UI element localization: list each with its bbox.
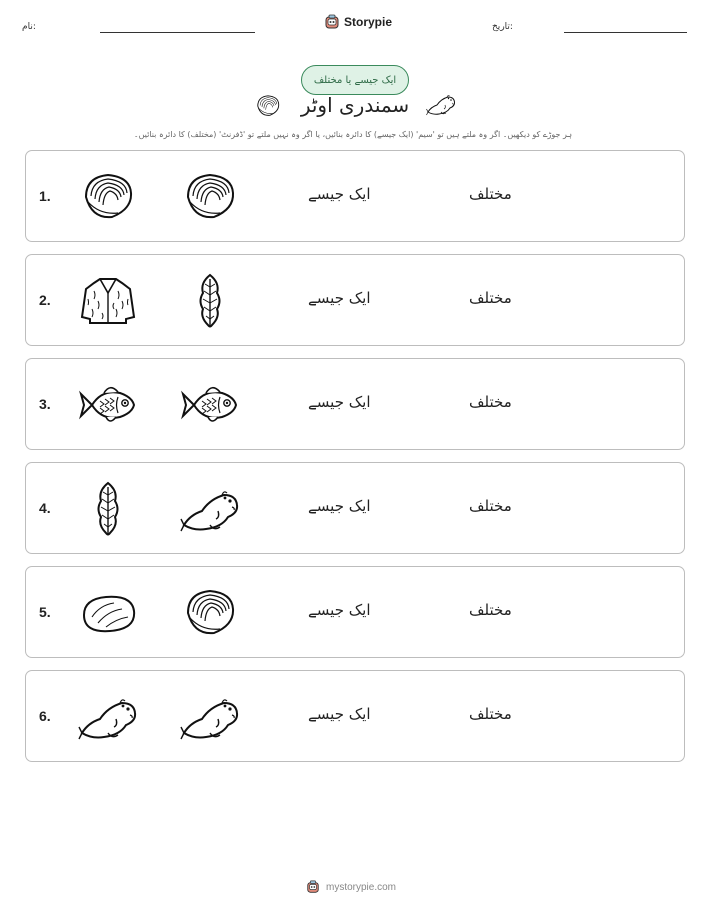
- storypie-mascot-icon: [324, 14, 340, 30]
- kelp-leaf-icon: [180, 273, 240, 329]
- question-row-6: [25, 670, 685, 762]
- question-number: 5.: [39, 604, 51, 620]
- instructions: ہر جوڑے کو دیکھیں۔ اگر وہ ملتے ہیں تو 'سیم' (ایک جیسے) کا دائرہ بنائیں، یا اگر وہ نہیں ملتے تو 'ڈفرنٹ' (مختلف) کا دائرہ بنائیں۔: [133, 130, 573, 139]
- question-number: 1.: [39, 188, 51, 204]
- worksheet-type-badge: ایک جیسے یا مختلف: [301, 65, 409, 95]
- option-different[interactable]: مختلف: [469, 289, 512, 307]
- option-different[interactable]: مختلف: [469, 601, 512, 619]
- clam-icon: [180, 585, 240, 641]
- brand-name: Storypie: [344, 15, 393, 29]
- option-same[interactable]: ایک جیسے: [308, 497, 371, 515]
- option-same[interactable]: ایک جیسے: [308, 289, 371, 307]
- sea-otter-icon: [424, 90, 458, 118]
- clam-icon: [180, 169, 240, 225]
- page-title: سمندری اوٹر: [300, 93, 410, 117]
- option-different[interactable]: مختلف: [469, 705, 512, 723]
- sea-otter-icon: [180, 481, 240, 537]
- option-same[interactable]: ایک جیسے: [308, 393, 371, 411]
- fur-coat-icon: [78, 273, 138, 329]
- question-row-5: [25, 566, 685, 658]
- fish-icon: [78, 377, 138, 433]
- footer-site-link[interactable]: mystorypie.com: [326, 881, 397, 893]
- question-row-2: [25, 254, 685, 346]
- date-line[interactable]: [564, 32, 687, 33]
- option-different[interactable]: مختلف: [469, 185, 512, 203]
- question-row-3: [25, 358, 685, 450]
- fish-icon: [180, 377, 240, 433]
- brand-logo: [324, 14, 392, 30]
- option-same[interactable]: ایک جیسے: [308, 601, 371, 619]
- question-number: 6.: [39, 708, 51, 724]
- question-number: 4.: [39, 500, 51, 516]
- question-number: 3.: [39, 396, 51, 412]
- sea-otter-icon: [180, 689, 240, 745]
- option-different[interactable]: مختلف: [469, 393, 512, 411]
- option-same[interactable]: ایک جیسے: [308, 705, 371, 723]
- storypie-mascot-icon: [306, 880, 320, 894]
- footer: [306, 880, 396, 894]
- clam-icon: [78, 169, 138, 225]
- option-same[interactable]: ایک جیسے: [308, 185, 371, 203]
- question-row-4: [25, 462, 685, 554]
- question-number: 2.: [39, 292, 51, 308]
- date-label: تاریخ:: [492, 22, 513, 32]
- sea-otter-icon: [78, 689, 138, 745]
- clam-icon: [254, 93, 282, 119]
- stone-icon: [78, 585, 138, 641]
- kelp-leaf-icon: [78, 481, 138, 537]
- question-row-1: [25, 150, 685, 242]
- name-line[interactable]: [100, 32, 255, 33]
- name-label: نام:: [22, 22, 36, 32]
- option-different[interactable]: مختلف: [469, 497, 512, 515]
